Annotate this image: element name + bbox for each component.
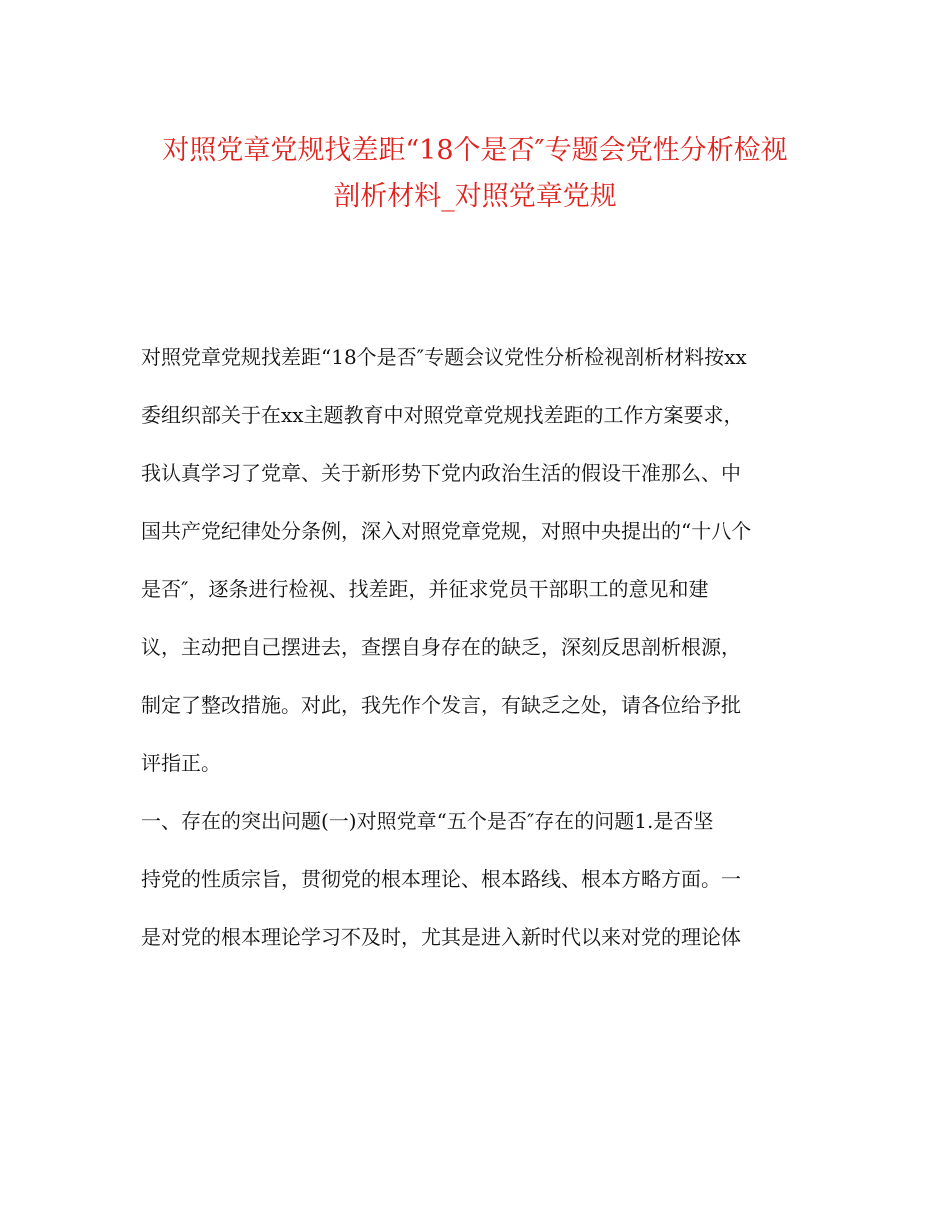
body-line: 评指正。 [141, 751, 221, 775]
body-line: 我认真学习了党章、关于新形势下党内政治生活的假设干准那么、中 [141, 461, 741, 485]
title-line-1: 对照党章党规找差距“18个是否″专题会党性分析检视 [162, 135, 788, 166]
body-line: 制定了整改措施。对此，我先作个发言，有缺乏之处，请各位给予批 [141, 693, 741, 717]
body-line: 国共产党纪律处分条例，深入对照党章党规，对照中央提出的“十八个 [141, 519, 752, 543]
body-line: 是对党的根本理论学习不及时，尤其是进入新时代以来对党的理论体 [141, 925, 741, 949]
body-line: 委组织部关于在xx主题教育中对照党章党规找差距的工作方案要求， [141, 403, 744, 427]
body-line: 是否″，逐条进行检视、找差距，并征求党员干部职工的意见和建 [141, 577, 709, 601]
body-line: 议，主动把自己摆进去，查摆自身存在的缺乏，深刻反思剖析根源， [141, 635, 741, 659]
body-line: 一、存在的突出问题(一)对照党章“五个是否″存在的问题1.是否坚 [141, 809, 714, 833]
title-line-2: 剖析材料_对照党章党规 [333, 181, 617, 212]
body-line: 对照党章党规找差距“18个是否″专题会议党性分析检视剖析材料按xx [141, 345, 747, 369]
body-line: 持党的性质宗旨，贯彻党的根本理论、根本路线、根本方略方面。一 [141, 867, 741, 891]
document-body [141, 335, 841, 973]
document-title [100, 128, 850, 220]
